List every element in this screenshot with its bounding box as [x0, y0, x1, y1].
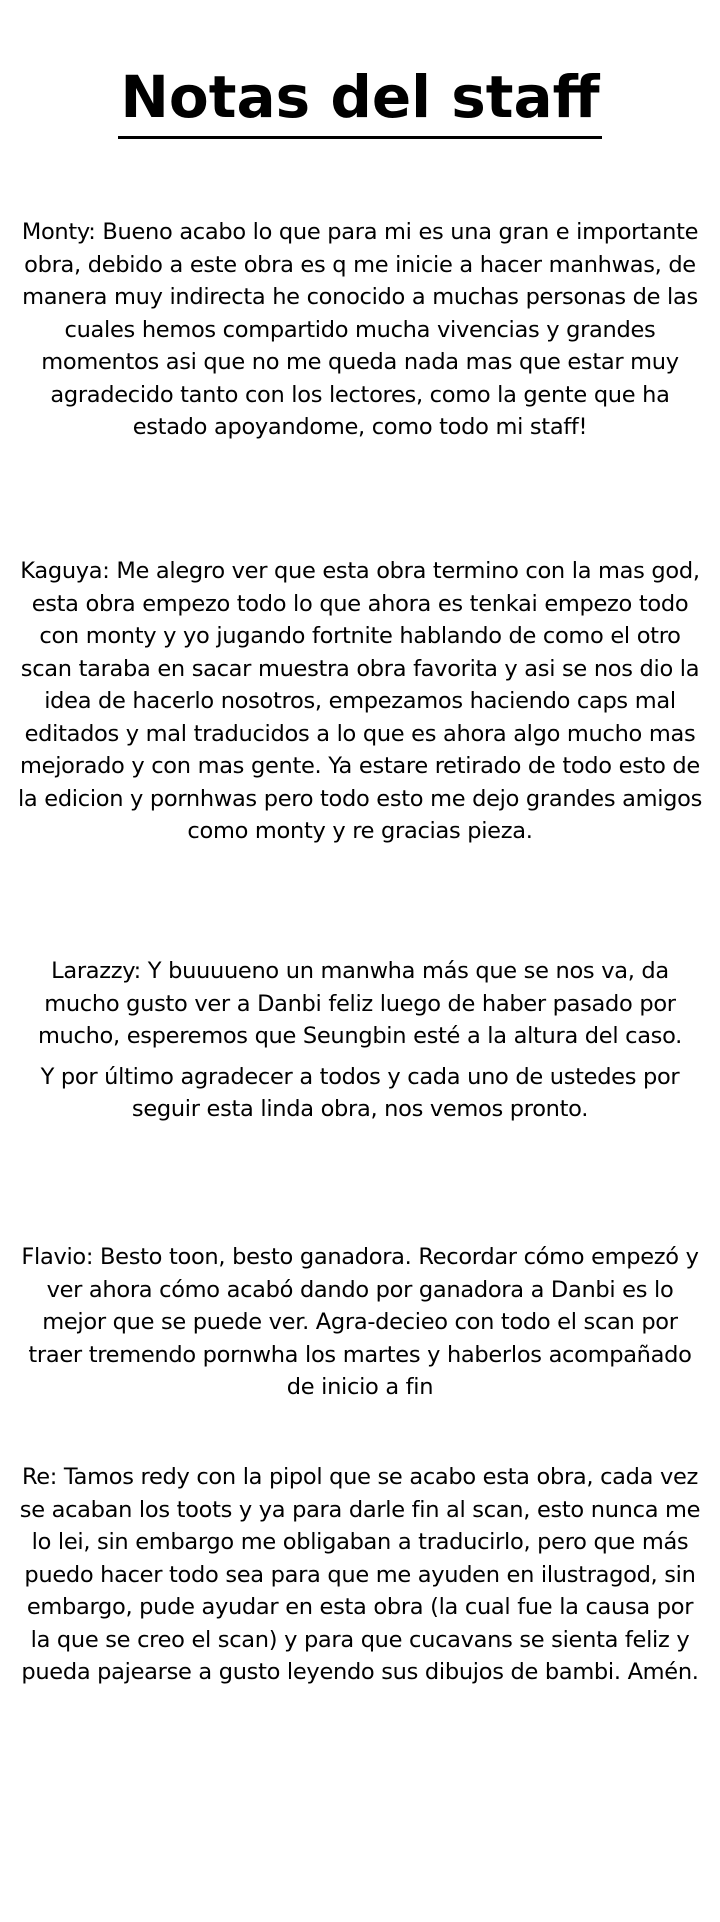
header — [0, 62, 720, 139]
staff-note-kaguya — [14, 555, 706, 848]
staff-note-monty — [14, 216, 706, 444]
note-text: Monty: Bueno acabo lo que para mi es una gran e importante obra, debido a este obra es q me inicie a hacer manhwas, de manera muy indirecta he conocido a muchas personas de las cuales hemos compartido mucha vivencias y grandes momentos asi que no me queda nada mas que estar muy agradecido tanto con los lectores, como la gente que ha estado apoyandome, como todo mi staff! — [21, 219, 699, 440]
note-text: Kaguya: Me alegro ver que esta obra termino con la mas god, esta obra empezo todo lo que ahora es tenkai empezo todo con monty y yo jugando fortnite hablando de como el otro scan taraba en sacar muestra obra favorita y asi se nos dio la idea de hacerlo nosotros, empezamos haciendo caps mal editados y mal traducidos a lo que es ahora algo mucho mas mejorado y con mas gente. Ya estare retirado de todo esto de la edicion y pornhwas pero todo esto me dejo grandes amigos como monty y re gracias pieza. — [17, 558, 703, 844]
note-text: Flavio: Besto toon, besto ganadora. Recordar cómo empezó y ver ahora cómo acabó dando por ganadora a Danbi es lo mejor que se puede ver. Agra-decieo con todo el scan por traer tremendo pornwha los martes y haberlos acompañado de inicio a fin — [21, 1244, 699, 1400]
staff-note-larazzy — [14, 955, 706, 1126]
note-text: Y por último agradecer a todos y cada uno de ustedes por seguir esta linda obra, nos vemos pronto. — [40, 1063, 680, 1122]
note-text: Re: Tamos redy con la pipol que se acabo esta obra, cada vez se acaban los toots y ya para darle fin al scan, esto nunca me lo lei, sin embargo me obligaban a traducirlo, pero que más puedo hacer todo sea para que me ayuden en ilustragod, sin embargo, pude ayudar en esta obra (la cual fue la causa por la que se creo el scan) y para que cucavans se sienta feliz y pueda pajearse a gusto leyendo sus dibujos de bambi. Amén. — [19, 1464, 701, 1685]
staff-note-re — [14, 1461, 706, 1689]
note-text: Larazzy: Y buuuueno un manwha más que se nos va, da mucho gusto ver a Danbi feliz luego de haber pasado por mucho, esperemos que Seungbin esté a la altura del caso. — [37, 958, 683, 1049]
staff-note-flavio — [14, 1241, 706, 1404]
page-title: Notas del staff — [118, 62, 601, 139]
